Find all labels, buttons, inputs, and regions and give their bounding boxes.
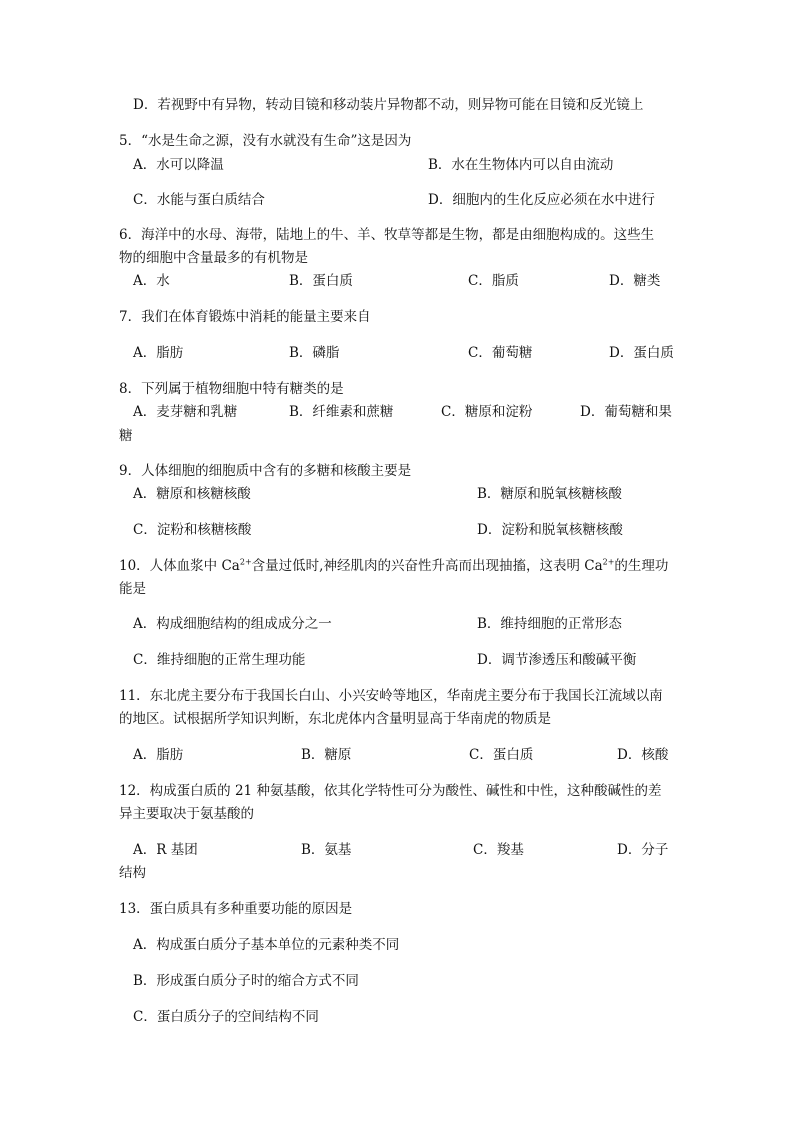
q10-option-c: C．维持细胞的正常生理功能 — [133, 652, 306, 668]
q12-option-d-wrap: 结构 — [119, 865, 146, 881]
q10-stem-part1: 10．人体血浆中 Ca — [119, 558, 240, 574]
q9-option-d: D．淀粉和脱氧核糖核酸 — [477, 522, 623, 538]
q9-option-c: C．淀粉和核糖核酸 — [133, 522, 252, 538]
q10-option-d: D．调节渗透压和酸碱平衡 — [477, 652, 637, 668]
q10-ion-charge-2: 2+ — [602, 557, 615, 567]
q6-stem-line2: 物的细胞中含量最多的有机物是 — [119, 250, 308, 266]
q12-stem-line2: 异主要取决于氨基酸的 — [119, 806, 254, 822]
q11-option-c: C．蛋白质 — [469, 747, 534, 763]
q9-option-a: A．糖原和核糖核酸 — [133, 486, 251, 502]
q7-option-a: A．脂肪 — [133, 345, 184, 361]
q5-option-b: B．水在生物体内可以自由流动 — [428, 157, 614, 173]
q6-option-d: D．糖类 — [609, 273, 661, 289]
q8-stem: 8．下列属于植物细胞中特有糖类的是 — [119, 381, 344, 397]
q8-option-b: B．纤维素和蔗糖 — [289, 404, 394, 420]
q10-option-a: A．构成细胞结构的组成成分之一 — [133, 616, 332, 632]
q13-option-b: B．形成蛋白质分子时的缩合方式不同 — [133, 973, 359, 989]
q8-option-c: C．糖原和淀粉 — [441, 404, 533, 420]
q10-stem-line2: 能是 — [119, 581, 146, 597]
q6-stem-line1: 6．海洋中的水母、海带，陆地上的牛、羊、牧草等都是生物，都是由细胞构成的。这些生 — [119, 227, 655, 243]
q11-option-d: D．核酸 — [617, 747, 669, 763]
q5-option-d: D．细胞内的生化反应必须在水中进行 — [428, 192, 655, 208]
q12-stem-line1: 12．构成蛋白质的 21 种氨基酸，依其化学特性可分为酸性、碱性和中性，这种酸碱性的差 — [119, 783, 662, 799]
q7-option-d: D．蛋白质 — [609, 345, 674, 361]
q13-option-c: C．蛋白质分子的空间结构不同 — [133, 1009, 319, 1025]
q7-stem: 7．我们在体育锻炼中消耗的能量主要来自 — [119, 309, 371, 325]
q13-stem: 13．蛋白质具有多种重要功能的原因是 — [119, 901, 353, 917]
q9-option-b: B．糖原和脱氧核糖核酸 — [477, 486, 622, 502]
q10-stem-part2: 含量过低时,神经肌肉的兴奋性升高而出现抽搐，这表明 Ca — [251, 558, 603, 574]
q10-stem-part3: 的生理功 — [614, 558, 669, 574]
q11-option-a: A．脂肪 — [133, 747, 184, 763]
q4-option-d: D．若视野中有异物，转动目镜和移动装片异物都不动，则异物可能在目镜和反光镜上 — [133, 97, 644, 113]
q6-option-b: B．蛋白质 — [289, 273, 353, 289]
q12-option-b: B．氨基 — [301, 842, 352, 858]
q10-stem-line1 — [119, 557, 668, 575]
q8-option-d-wrap: 糖 — [119, 428, 133, 444]
q7-option-b: B．磷脂 — [289, 345, 340, 361]
q5-option-a: A．水可以降温 — [133, 157, 224, 173]
q9-stem: 9．人体细胞的细胞质中含有的多糖和核酸主要是 — [119, 463, 412, 479]
q6-option-a: A．水 — [133, 273, 170, 289]
q6-option-c: C．脂质 — [468, 273, 519, 289]
q8-option-d: D．葡萄糖和果 — [580, 404, 672, 420]
q5-option-c: C．水能与蛋白质结合 — [133, 192, 265, 208]
q11-stem-line1: 11．东北虎主要分布于我国长白山、小兴安岭等地区，华南虎主要分布于我国长江流域以南 — [119, 688, 663, 704]
q10-ion-charge: 2+ — [239, 557, 252, 567]
q7-option-c: C．葡萄糖 — [468, 345, 533, 361]
q13-option-a: A．构成蛋白质分子基本单位的元素种类不同 — [133, 937, 400, 953]
q11-stem-line2: 的地区。试根据所学知识判断，东北虎体内含量明显高于华南虎的物质是 — [119, 711, 551, 727]
q10-option-b: B．维持细胞的正常形态 — [477, 616, 622, 632]
q12-option-a: A．R 基团 — [133, 842, 198, 858]
q12-option-c: C．羧基 — [473, 842, 524, 858]
q5-stem: 5．“水是生命之源，没有水就没有生命”这是因为 — [119, 133, 412, 149]
q12-option-d: D．分子 — [617, 842, 669, 858]
q8-option-a: A．麦芽糖和乳糖 — [133, 404, 238, 420]
q11-option-b: B．糖原 — [301, 747, 352, 763]
